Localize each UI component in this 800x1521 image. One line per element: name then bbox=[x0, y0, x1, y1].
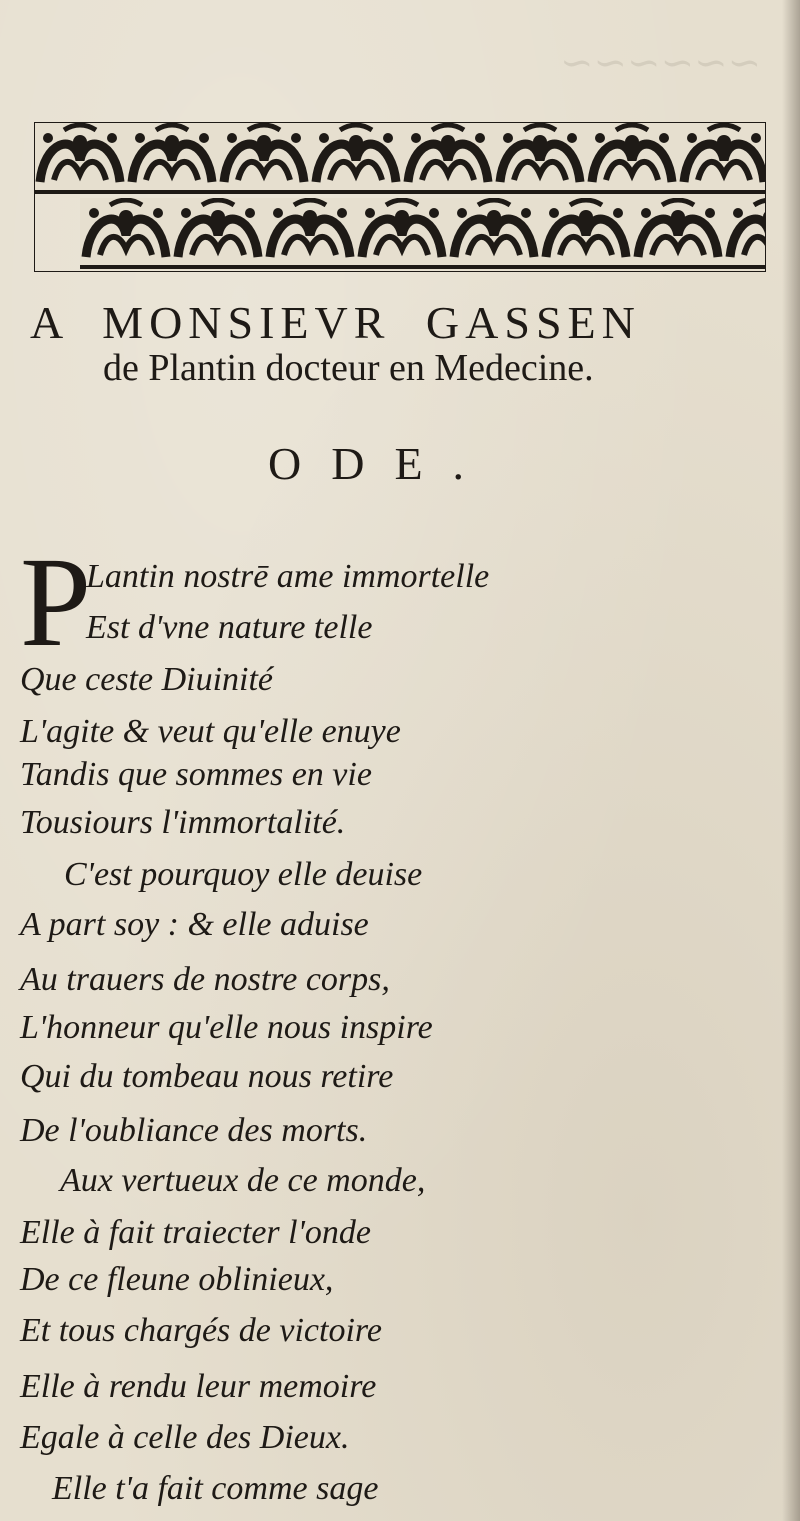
verse-line: Et tous chargés de victoire bbox=[20, 1312, 382, 1349]
verse-line: Lantin nostrē ame immortelle bbox=[86, 558, 490, 595]
verse-line: Egale à celle des Dieux. bbox=[20, 1419, 350, 1456]
verse-line: Qui du tombeau nous retire bbox=[20, 1058, 394, 1095]
verse-line: C'est pourquoy elle deuise bbox=[64, 856, 423, 893]
verse-line: L'agite & veut qu'elle enuye bbox=[20, 713, 401, 750]
verse-line: Que ceste Diuinité bbox=[20, 661, 274, 698]
verse-line: De l'oubliance des morts. bbox=[20, 1112, 368, 1149]
verse-line: Elle à fait traiecter l'onde bbox=[20, 1214, 371, 1251]
verse-line: Est d'vne nature telle bbox=[86, 609, 373, 646]
show-through-text: ~~~~~~ bbox=[560, 40, 762, 86]
drop-cap: P bbox=[20, 531, 92, 673]
verse-line: De ce fleune oblinieux, bbox=[20, 1261, 334, 1298]
verse-line: Tandis que sommes en vie bbox=[20, 756, 372, 793]
page-edge-shadow bbox=[782, 0, 800, 1521]
ornamental-headpiece bbox=[34, 122, 766, 272]
verse-line: Tousiours l'immortalité. bbox=[20, 804, 346, 841]
verse-line: A part soy : & elle aduise bbox=[20, 906, 369, 943]
verse-line: Elle t'a fait comme sage bbox=[52, 1470, 379, 1507]
dedication-title: A MONSIEVR GASSEN bbox=[30, 297, 641, 348]
verse-line: L'honneur qu'elle nous inspire bbox=[20, 1009, 433, 1046]
verse-line: Au trauers de nostre corps, bbox=[20, 961, 390, 998]
dedication-subtitle: de Plantin docteur en Medecine. bbox=[103, 347, 594, 389]
verse-line: Elle à rendu leur memoire bbox=[20, 1368, 377, 1405]
poem-type-heading: ODE. bbox=[268, 438, 495, 489]
verse-line: Aux vertueux de ce monde, bbox=[60, 1162, 426, 1199]
